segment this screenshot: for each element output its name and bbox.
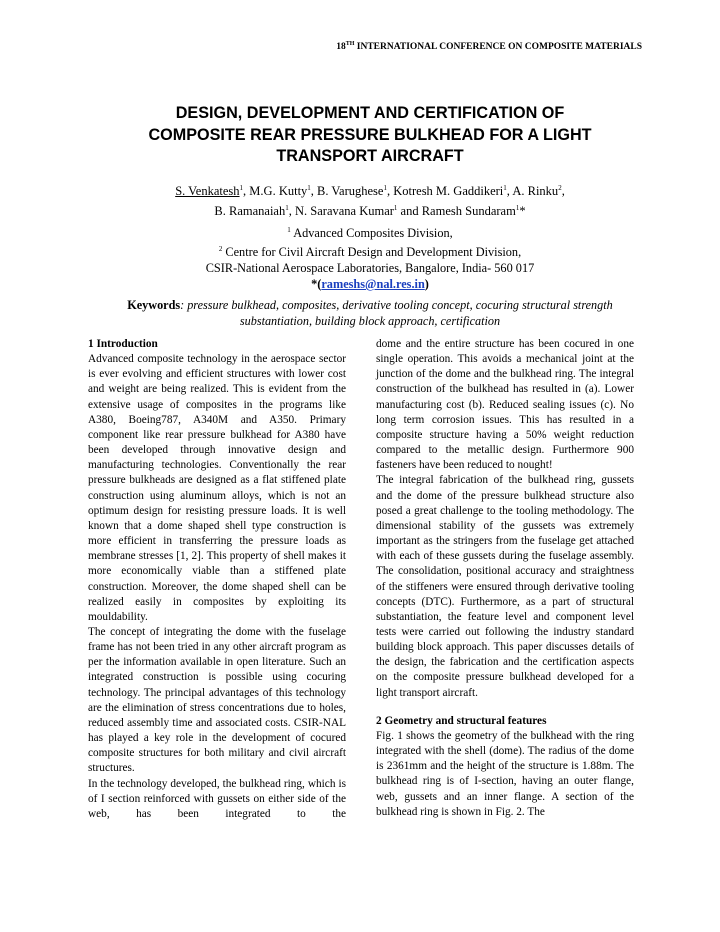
author-name: , B. Varughese xyxy=(310,184,384,198)
author-name: , A. Rinku xyxy=(506,184,559,198)
column-right xyxy=(376,337,634,820)
conference-name xyxy=(336,41,642,52)
corresponding-email xyxy=(60,276,680,292)
author-name: S. Venkatesh xyxy=(175,184,240,198)
corresponding-mark: * xyxy=(519,204,526,218)
author-name: B. Ramanaiah xyxy=(214,204,286,218)
affil-mark: 1 xyxy=(307,184,311,192)
keywords-label: Keywords xyxy=(127,298,181,312)
paragraph-split: In the technology developed, the bulkhead ring, which is of I section reinforced with gussets on either side of the web, has been integrated to the xyxy=(88,777,346,820)
column-left xyxy=(88,337,346,822)
keywords-text: : pressure bulkhead, composites, derivative tooling concept, cocuring structural strength substantiation, building block approach, certification xyxy=(180,298,613,328)
section-heading-introduction: 1 Introduction xyxy=(88,338,158,350)
section-heading-geometry: 2 Geometry and structural features xyxy=(376,714,547,727)
author-list xyxy=(60,180,680,220)
paragraph: Advanced composite technology in the aerospace sector is ever evolving and efficient structures with lower cost and weight are being realized. This is evident from the extensive usage of composites in the programs like A380, Boeing787, A340M and A350. Primary component like rear pressure bulkhead for A380 have been developed through innovative design and manufacturing technologies. Conventionally the rear pressure bulkheads are designed as a flat stiffened plate construction using aluminum alloys, which is not an optimum design for resisting pressure loads. It is well known that a dome shaped shell type construction is more efficient in transferring the pressure loads as membrane stresses [1, 2]. This property of shell makes it more economically viable than a stiffened plate construction. Moreover, the dome shaped shell can be realized easily in composites by exploiting its mouldability. xyxy=(88,353,346,623)
header-conference: INTERNATIONAL CONFERENCE ON COMPOSITE MATERIALS xyxy=(354,42,642,52)
paragraph-continued: dome and the entire structure has been cocured in one single operation. This avoids a mechanical joint at the junction of the dome and the bulkhead ring. The integral construction of the bulkhead has resulted in (a). Lower manufacturing cost (b). Reduced sealing issues (c). No long term corrosion issues. This has resulted in a composite structure having a 50% weight reduction compared to the metallic design. Furthermore 900 fasteners have been reduced to nought! xyxy=(376,338,634,472)
paragraph: The integral fabrication of the bulkhead ring, gussets and the dome of the pressure bulkhead structure also posed a great challenge to the tooling methodology. The dimensional stability of the gussets was extremely important as the stringers from the fuselage get attached with each of these gussets during the fuselage assembly. The consolidation, positional accuracy and straightness of the stiffeners were ensured through derivative tooling concepts (DTC). Furthermore, as a part of structural substantiation, the feature level and component level tests were carried out following the industry standard building block approach. This paper discusses details of the design, the fabrication and the certification aspects on the composite pressure bulkhead developed for a light transport aircraft. xyxy=(376,474,634,699)
author-name: , M.G. Kutty xyxy=(243,184,308,198)
affil-mark: 2 xyxy=(218,245,223,253)
email-link[interactable]: rameshs@nal.res.in xyxy=(321,277,425,291)
affiliation-2 xyxy=(60,241,680,260)
affiliations xyxy=(60,222,680,292)
paper-title xyxy=(60,103,680,168)
affil-mark: 1 xyxy=(285,204,289,212)
author-name: , N. Saravana Kumar xyxy=(288,204,394,218)
paragraph: The concept of integrating the dome with the fuselage frame has not been tried in any other aircraft program as per the information available in open literature. Such an integrated construction is possible using cocuring technology. The principal advantages of this technology are the elimination of stress concentrations due to holes, reduced assembly time and associated costs. CSIR-NAL has played a key role in the development of cocured composite structures for both military and civil aircraft structures. xyxy=(88,625,346,775)
affiliation-institution: CSIR-National Aerospace Laboratories, Bangalore, India- 560 017 xyxy=(205,261,535,275)
title-line-2: COMPOSITE REAR PRESSURE BULKHEAD FOR A LIGHT xyxy=(148,125,592,144)
email-prefix: *( xyxy=(311,277,322,291)
affil-mark: 1 xyxy=(515,204,520,212)
header-ordinal: 18 xyxy=(336,42,346,52)
affil-text: Advanced Composites Division, xyxy=(290,226,453,240)
author-name: and Ramesh Sundaram xyxy=(397,204,516,218)
author-name: , Kotresh M. Gaddikeri xyxy=(386,184,504,198)
header-ordinal-suffix: TH xyxy=(345,41,355,47)
email-suffix: ) xyxy=(424,277,429,291)
author-line-2 xyxy=(60,200,680,220)
author-line-1 xyxy=(60,180,680,200)
affil-text: Centre for Civil Aircraft Design and Development Division, xyxy=(222,245,522,259)
affil-mark: 1 xyxy=(383,184,387,192)
affiliation-1 xyxy=(60,222,680,241)
affil-mark: 1 xyxy=(393,204,398,212)
affil-mark: 1 xyxy=(239,184,244,192)
title-line-1: DESIGN, DEVELOPMENT AND CERTIFICATION OF xyxy=(175,104,565,122)
affil-mark: 1 xyxy=(287,226,291,234)
paragraph: Fig. 1 shows the geometry of the bulkhead with the ring integrated with the shell (dome). The radius of the dome is 2361mm and the height of the structure is 1.88m. The bulkhead ring is of I-section, having an outer flange, web, gussets and an inner flange. A section of the bulkhead ring is shown in Fig. 2. The xyxy=(376,729,634,818)
title-line-3: TRANSPORT AIRCRAFT xyxy=(276,147,464,165)
affil-mark: 2 xyxy=(558,184,562,192)
author-separator: , xyxy=(561,184,565,198)
affil-mark: 1 xyxy=(503,184,507,192)
keywords xyxy=(100,297,640,329)
